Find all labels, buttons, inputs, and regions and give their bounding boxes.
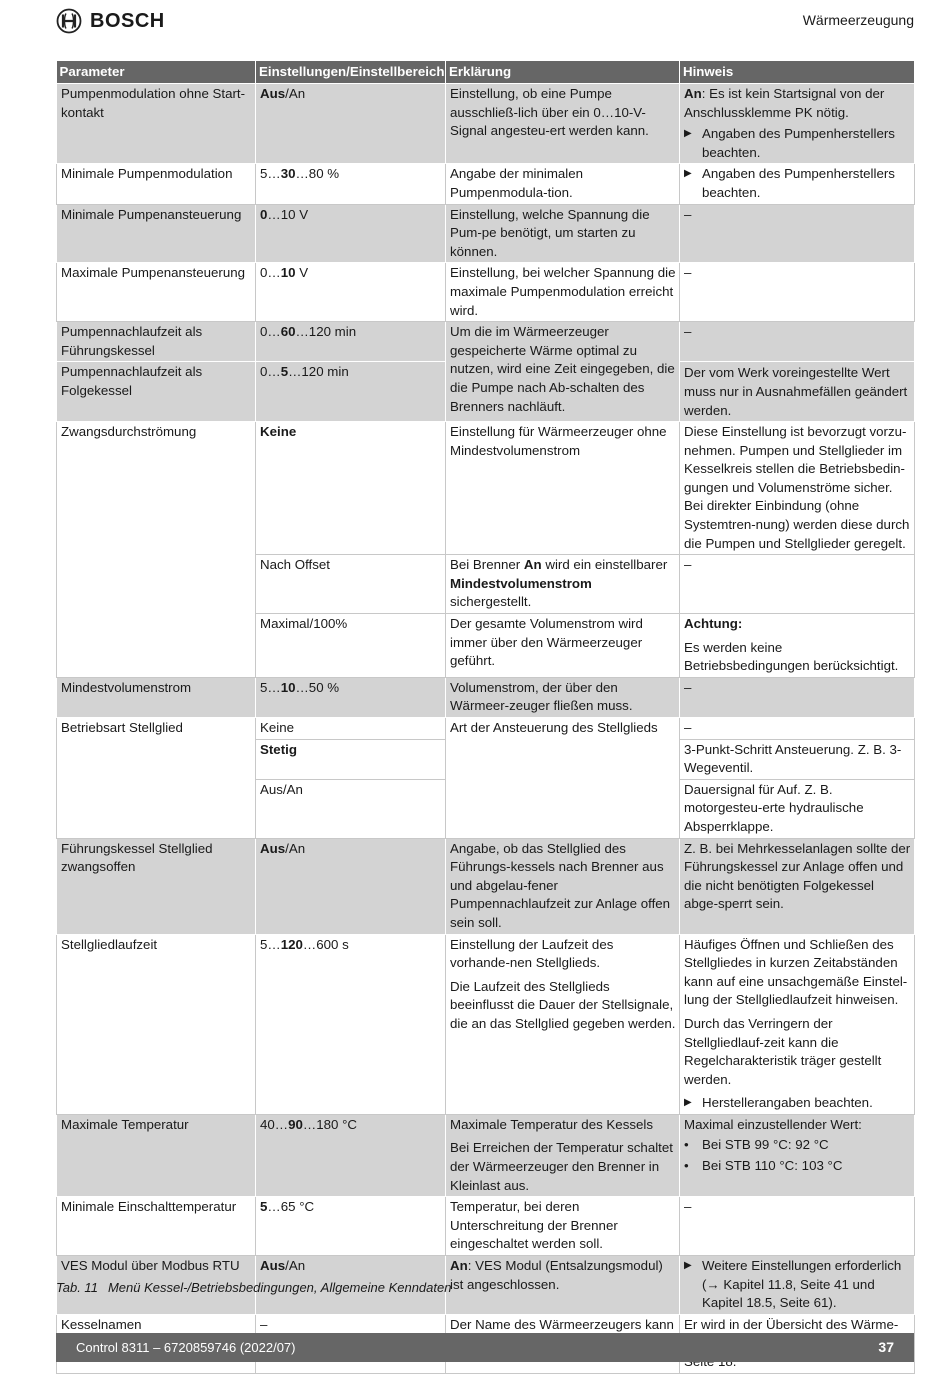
param-text: Mindestvolumenstrom	[61, 679, 192, 695]
settings-table	[56, 61, 915, 1374]
explanation-cell	[446, 322, 680, 422]
hint-text: Bei STB 110 °C: 103 °C	[702, 1158, 843, 1174]
setting-text: Nach Offset	[260, 557, 330, 573]
hint-cell	[680, 739, 915, 779]
triangle-right-icon: ▶	[684, 1097, 692, 1109]
setting-text: /An	[285, 86, 306, 101]
setting-cell	[256, 1114, 446, 1196]
explanation-text: Angabe der minimalen Pumpenmodula-tion.	[450, 166, 584, 200]
explanation-cell	[446, 614, 680, 678]
setting-cell	[256, 84, 446, 164]
table-row	[57, 934, 915, 1114]
setting-text: Maximal/100%	[260, 616, 348, 632]
section-title: Wärmeerzeugung	[802, 12, 914, 28]
explanation-text: Volumenstrom, der über den Wärmeer-zeuger fließen muss.	[450, 679, 633, 714]
hint-cell	[680, 718, 915, 740]
table-row	[57, 838, 915, 934]
setting-cell	[256, 677, 446, 717]
default-value: Stetig	[260, 741, 297, 757]
param-text: Pumpennachlaufzeit als Folgekessel	[61, 364, 203, 398]
setting-cell	[256, 555, 446, 614]
setting-cell	[256, 362, 446, 422]
hint-text: Häufiges Öffnen und Schließen des Stellgliedes in kurzen Zeitabständen kann auf eine unsachgemäße Einstel-lung der Stellgliedlaufzeit hinweisen.	[684, 936, 908, 1008]
explanation-text: Einstellung, ob eine Pumpe ausschließ-lich über ein 0…10-V-Signal angesteu-ert werden kann.	[450, 86, 649, 139]
explanation-text: Bei Brenner	[450, 557, 524, 573]
table-header-row	[57, 61, 915, 84]
setting-text: …600 s	[302, 936, 349, 952]
hint-cell	[680, 934, 915, 1114]
hint-text: –	[684, 720, 692, 735]
hint-text: Bei STB 99 °C: 92 °C	[702, 1137, 829, 1153]
param-cell	[57, 204, 256, 263]
setting-text: Keine	[260, 720, 295, 735]
explanation-cell	[446, 718, 680, 839]
param-text: Kesselnamen	[61, 1316, 142, 1332]
param-cell	[57, 322, 256, 362]
setting-cell	[256, 1197, 446, 1256]
setting-cell	[256, 263, 446, 322]
hint-text: Z. B. bei Mehrkesselanlagen sollte der Führungskessel zur Anlage offen und die nicht benötigten Folgekessel abge-sperrt sein.	[684, 840, 911, 912]
explanation-cell	[446, 1114, 680, 1196]
param-text: Minimale Pumpenmodulation	[61, 166, 233, 182]
setting-text: 0…	[260, 324, 281, 340]
setting-cell	[256, 779, 446, 838]
setting-text: 0…	[260, 265, 281, 281]
explanation-cell	[446, 934, 680, 1114]
default-value: 10	[280, 679, 296, 695]
hint-cell	[680, 1256, 915, 1315]
table-row	[57, 422, 915, 555]
explanation-cell	[446, 422, 680, 555]
column-header: Einstellungen/Einstellbereich	[256, 61, 446, 84]
hint-cell	[680, 779, 915, 838]
explanation-text: Einstellung, bei welcher Spannung die maximale Pumpenmodulation erreicht wird.	[450, 265, 676, 318]
explanation-text: Die Laufzeit des Stellglieds beeinflusst die Dauer der Stellsignale, die an das Stellglied gegeben werden.	[450, 978, 676, 1031]
default-value: 10	[280, 265, 296, 281]
hint-text: Der vom Werk voreingestellte Wert muss nur in Ausnahmefällen geändert werden.	[684, 365, 908, 418]
hint-cell	[680, 1197, 915, 1256]
default-value: 5	[260, 1199, 268, 1215]
explanation-cell	[446, 555, 680, 614]
explanation-cell	[446, 204, 680, 263]
setting-cell	[256, 838, 446, 934]
column-header: Parameter	[57, 61, 256, 84]
explanation-bold: An	[523, 557, 542, 573]
page-header	[56, 8, 914, 36]
column-header: Erklärung	[446, 61, 680, 84]
setting-text: …50 %	[295, 679, 340, 695]
setting-text: …120 min	[288, 364, 349, 380]
hint-cell	[680, 322, 915, 362]
hint-text: –	[684, 679, 692, 695]
hint-cell	[680, 422, 915, 555]
setting-text: …180 °C	[302, 1116, 357, 1132]
default-value: Aus	[260, 840, 286, 856]
explanation-text: Einstellung der Laufzeit des vorhande-nen Stellglieds.	[450, 936, 614, 971]
default-value: 5	[280, 364, 289, 380]
setting-text: 5…	[260, 679, 281, 695]
explanation-text: Temperatur, bei deren Unterschreitung der Brenner eingeschaltet werden soll.	[450, 1199, 618, 1252]
setting-text: 5…	[260, 936, 281, 952]
explanation-bold: An	[450, 1258, 468, 1274]
setting-text: 0…	[260, 364, 281, 380]
explanation-text: Einstellung für Wärmeerzeuger ohne Mindestvolumenstrom	[450, 424, 667, 458]
hint-text: –	[684, 1199, 692, 1215]
explanation-cell	[446, 1256, 680, 1315]
bosch-armature-icon	[56, 8, 82, 34]
hint-cell	[680, 614, 915, 678]
hint-text: Angaben des Pumpenherstellers beachten.	[702, 126, 895, 160]
explanation-cell	[446, 1197, 680, 1256]
explanation-text: : VES Modul (Entsalzungsmodul) ist angeschlossen.	[450, 1258, 663, 1292]
triangle-right-icon: ▶	[684, 168, 692, 180]
param-cell	[57, 84, 256, 164]
table-row	[57, 204, 915, 263]
param-cell	[57, 1114, 256, 1196]
table-row	[57, 677, 915, 717]
hint-text: Diese Einstellung ist bevorzugt vorzu-nehmen. Pumpen und Stellglieder im Kesselkreis stellen die Betriebsbedin-gungen und Volumenströme sicher. Bei direkter Einbindung (ohne Systemtren-nung) werden diese durch die Pumpen und Stellglieder geregelt.	[684, 424, 910, 551]
hint-text: Herstellerangaben beachten.	[702, 1095, 873, 1111]
caption-number: Tab. 11	[56, 1280, 98, 1295]
hint-text: –	[684, 206, 692, 222]
page-footer	[56, 1333, 914, 1362]
param-text: Führungskessel Stellglied zwangsoffen	[61, 840, 213, 875]
setting-text: –	[260, 1316, 268, 1332]
hint-text: –	[684, 557, 692, 573]
setting-text: /An	[285, 1258, 306, 1274]
hint-text: Er wird in der Übersicht des Wärme-	[684, 1316, 899, 1332]
explanation-text: Maximale Temperatur des Kessels	[450, 1116, 653, 1132]
param-text: Zwangsdurchströmung	[61, 424, 197, 440]
table-row	[57, 718, 915, 740]
param-text: Stellgliedlaufzeit	[61, 936, 158, 952]
param-text: Minimale Einschalttemperatur	[61, 1199, 237, 1215]
table-row	[57, 263, 915, 322]
explanation-text: wird ein einstellbarer	[541, 557, 668, 573]
param-text: Maximale Pumpenansteuerung	[61, 265, 246, 281]
hint-text: –	[684, 265, 692, 281]
hint-cell	[680, 263, 915, 322]
setting-text: Aus/An	[260, 781, 303, 797]
document-id: Control 8311 – 6720859746 (2022/07)	[76, 1340, 296, 1355]
explanation-text: Der gesamte Volumenstrom wird immer über den Wärmeerzeuger geführt.	[450, 616, 643, 669]
hint-text: –	[684, 324, 692, 340]
hint-cell	[680, 362, 915, 422]
setting-text: 5…	[260, 166, 281, 182]
default-value: 30	[280, 166, 296, 182]
param-text: Minimale Pumpenansteuerung	[61, 206, 242, 222]
table-row	[57, 322, 915, 362]
param-text: Maximale Temperatur	[61, 1116, 189, 1132]
hint-cell	[680, 164, 915, 204]
bullet-icon: •	[684, 1137, 689, 1153]
setting-text: V	[295, 265, 309, 281]
setting-cell	[256, 739, 446, 779]
explanation-text: Einstellung, welche Spannung die Pum-pe benötigt, um starten zu können.	[450, 206, 650, 259]
hint-text: Weitere Einstellungen erforderlich (→ Kapitel 11.8, Seite 41 und Kapitel 18.5, Seite 61).	[702, 1258, 902, 1311]
hint-cell	[680, 677, 915, 717]
explanation-text: Der Name des Wärmeerzeugers kann	[450, 1316, 674, 1332]
table-caption	[56, 1280, 451, 1295]
param-cell	[57, 838, 256, 934]
param-cell	[57, 677, 256, 717]
setting-text: …10 V	[267, 206, 309, 222]
default-value: 0	[260, 206, 268, 222]
setting-cell	[256, 422, 446, 555]
setting-text: …120 min	[295, 324, 357, 340]
param-cell	[57, 1197, 256, 1256]
default-value: 90	[288, 1116, 303, 1132]
explanation-text: Um die im Wärmeerzeuger gespeicherte Wärme optimal zu nutzen, wird eine Zeit eingegeben, die die Pumpe nach Ab-schalten des Brenners nachläuft.	[450, 324, 675, 414]
setting-cell	[256, 934, 446, 1114]
setting-text: …65 °C	[267, 1199, 315, 1215]
table-row	[57, 1197, 915, 1256]
page-number: 37	[878, 1339, 894, 1355]
explanation-text: Bei Erreichen der Temperatur schaltet der Wärmeerzeuger den Brenner in Kleinlast aus.	[450, 1140, 673, 1193]
explanation-cell	[446, 164, 680, 204]
bosch-logo	[56, 8, 165, 34]
hint-text: Durch das Verringern der Stellgliedlauf-zeit kann die Regelcharakteristik träger gestellt werden.	[684, 1015, 882, 1087]
table-row	[57, 84, 915, 164]
default-value: Aus	[260, 1258, 286, 1274]
default-value: Aus	[260, 86, 286, 101]
explanation-text: Art der Ansteuerung des Stellglieds	[450, 720, 658, 735]
default-value: Keine	[260, 424, 297, 440]
setting-cell	[256, 322, 446, 362]
hint-cell	[680, 1114, 915, 1196]
param-text: Pumpenmodulation ohne Start-kontakt	[61, 86, 246, 120]
explanation-cell	[446, 677, 680, 717]
hint-text: Dauersignal für Auf. Z. B. motorgesteu-erte hydraulische Absperrklappe.	[684, 781, 864, 834]
default-value: 60	[280, 324, 296, 340]
setting-text: /An	[285, 840, 306, 856]
explanation-cell	[446, 838, 680, 934]
param-cell	[57, 422, 256, 678]
hint-text: Es werden keine Betriebsbedingungen berücksichtigt.	[684, 639, 899, 674]
param-text: Pumpennachlaufzeit als Führungskessel	[61, 324, 203, 358]
param-cell	[57, 934, 256, 1114]
setting-text: 40…	[260, 1116, 289, 1132]
hint-text: : Es ist kein Startsignal von der Anschlussklemme PK nötig.	[684, 86, 885, 120]
setting-cell	[256, 614, 446, 678]
explanation-text: Angabe, ob das Stellglied des Führungs-kessels nach Brenner aus und abgelau-fener Pumpennachlaufzeit zur Anlage offen sein soll.	[450, 840, 671, 930]
param-cell	[57, 263, 256, 322]
bullet-icon: •	[684, 1158, 689, 1174]
table-row	[57, 164, 915, 204]
column-header: Hinweis	[680, 61, 915, 84]
setting-text: …80 %	[295, 166, 340, 182]
caption-text: Menü Kessel-/Betriebsbedingungen, Allgemeine Kenndaten	[107, 1280, 452, 1295]
param-text: Betriebsart Stellglied	[61, 720, 183, 735]
hint-text: Maximal einzustellender Wert:	[684, 1116, 862, 1132]
hint-cell	[680, 555, 915, 614]
hint-text: Angaben des Pumpenherstellers beachten.	[702, 166, 895, 200]
hint-cell	[680, 204, 915, 263]
param-cell	[57, 362, 256, 422]
explanation-cell	[446, 84, 680, 164]
triangle-right-icon: ▶	[684, 1260, 692, 1272]
triangle-right-icon: ▶	[684, 128, 692, 140]
setting-cell	[256, 204, 446, 263]
brand-name: BOSCH	[90, 9, 165, 32]
explanation-text: sichergestellt.	[450, 594, 532, 610]
default-value: 120	[280, 936, 303, 952]
hint-bold: An	[684, 86, 702, 101]
param-text: VES Modul über Modbus RTU	[61, 1258, 240, 1274]
hint-bold: Achtung:	[684, 616, 743, 632]
hint-cell	[680, 84, 915, 164]
hint-cell	[680, 838, 915, 934]
explanation-bold: Mindestvolumenstrom	[450, 575, 592, 591]
explanation-cell	[446, 263, 680, 322]
hint-text: 3-Punkt-Schritt Ansteuerung. Z. B. 3-Wegeventil.	[684, 741, 902, 776]
setting-cell	[256, 718, 446, 740]
param-cell	[57, 164, 256, 204]
setting-cell	[256, 164, 446, 204]
table-row	[57, 1114, 915, 1196]
param-cell	[57, 718, 256, 839]
